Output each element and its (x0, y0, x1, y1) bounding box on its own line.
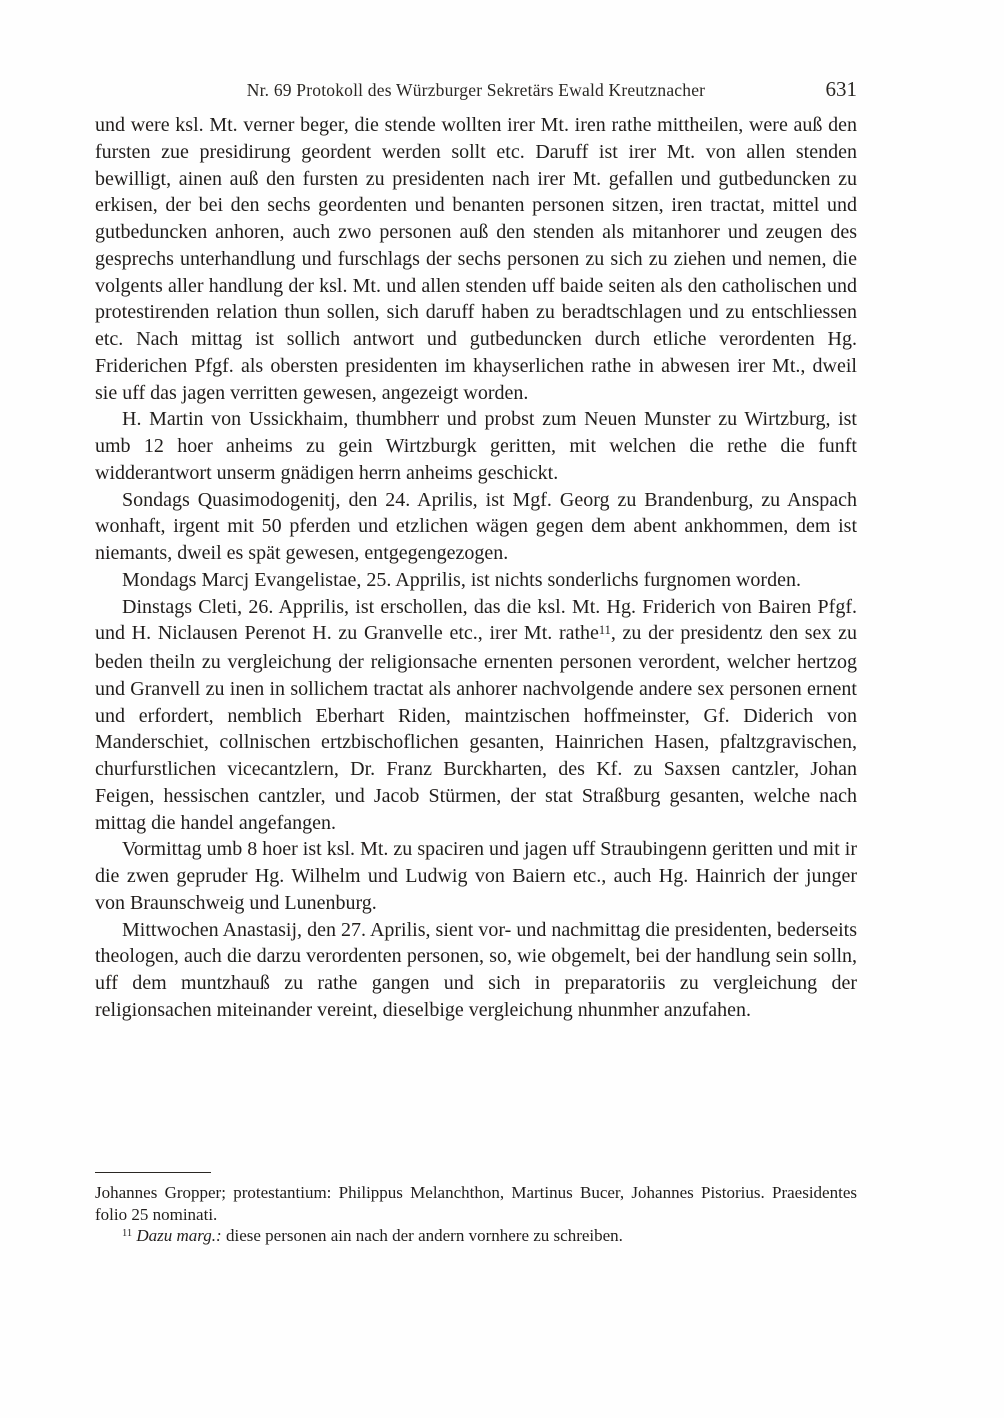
paragraph: H. Martin von Ussickhaim, thumbherr und probst zum Neuen Munster zu Wirtzburg, ist umb 12 hoer anheims zu gein Wirtzburgk geritten, mit welchen die rethe die funft widderantwort unserm gnädigen herrn anheims geschickt. (95, 408, 857, 484)
page-number: 631 (825, 77, 857, 101)
paragraph: Mondags Marcj Evangelistae, 25. Apprilis, ist nichts sonderlichs furgnomen worden. (122, 568, 801, 591)
footnote-label: Dazu marg.: (136, 1226, 222, 1245)
running-head (95, 77, 857, 104)
paragraph-text: , zu der presidentz den sex zu beden theiln zu vergleichung der religionsache ernenten personen verordent, welcher hertzog und Granvell zu inen in sollichem tractat als anhorer nachvolgende andere sex personen ernent und erfordert, nemblich Eberhart Riden, maintzischen hoffmeinster, Gf. Diderich von Manderschiet, collnischen ertzbischoflichen gesanten, Hainrichen Hasen, pfaltzgravischen, churfurstlichen vicecantzlern, Dr. Franz Burckharten, des Kf. zu Saxsen cantzler, Johan Feigen, hessischen cantzler, und Jacob Stürmen, der stat Straßburg gesanten, welche nach mittag die handel angefangen. (95, 622, 857, 834)
footnote-number: 11 (122, 1228, 133, 1240)
paragraph: Mittwochen Anastasij, den 27. Aprilis, sient vor- und nachmittag die presidenten, bederseits theologen, auch die darzu verordenten personen, so, wie obgemelt, bei der handlung sein solln, uff dem muntzhauß zu rathe gangen und sich in preparatoriis zu vergleichung der religionsachen miteinander vereint, dieselbige vergleichung nhunmher anzufahen. (95, 918, 857, 1021)
paragraph-with-footnote-ref (95, 594, 857, 837)
main-text-block (95, 112, 857, 1024)
footnotes (95, 1182, 857, 1250)
footnote-11 (95, 1225, 857, 1250)
footnote-block (95, 1172, 857, 1250)
paragraph: Vormittag umb 8 hoer ist ksl. Mt. zu spaciren und jagen uff Straubingenn geritten und mit ir die zwen gepruder Hg. Wilhelm und Ludwig von Baiern etc., auch Hg. Hainrich der junger von Braunschweig und Lunenburg. (95, 838, 857, 914)
footnote-text: diese personen ain nach der andern vornhere zu schreiben. (225, 1226, 623, 1245)
running-head-title: Nr. 69 Protokoll des Würzburger Sekretärs Ewald Kreutznacher (246, 80, 706, 100)
paragraph-continuation: und were ksl. Mt. verner beger, die stende wollten irer Mt. iren rathe mittheilen, were auß den fursten zue presidirung geordent werden sollt etc. Daruff ist irer Mt. von allen stenden bewilligt, ainen auß den fursten zu presidenten nach irer Mt. gefallen und gutbeduncken zu erkisen, der bei den sechs geordenten und benanten personen sitzen, iren tractat, mittel und gutbeduncken anhoren, auch zwo personen auß den stenden als mitanhorer und zeugen des gesprechs unterhandlung und furschlags der sechs personen zu sich zu ziehen und nemen, die volgents aller handlung der ksl. Mt. und allen stenden uff baide seiten als den catholischen und protestirenden relation thun sollen, sich daruff haben zu beradtschlagen und zu entschliessen etc. Nach mittag ist sollich antwort und gutbeduncken durch etliche verordenten Hg. Friderichen Pfgf. als obersten presidenten im khayserlichen rathe in abwesen irer Mt., dweil sie uff das jagen verritten gewesen, angezeigt worden. (95, 114, 857, 404)
footnote-continuation: Johannes Gropper; protestantium: Philippus Melanchthon, Martinus Bucer, Johannes Pistorius. Praesidentes folio 25 nominati. (95, 1183, 857, 1224)
paragraph: Sondags Quasimodogenitj, den 24. Aprilis, ist Mgf. Georg zu Brandenburg, zu Anspach wonhaft, irgent mit 50 pferden und etzlichen wägen gegen dem abent ankhommen, dem ist niemants, dweil es spät gewesen, entgegengezogen. (95, 488, 857, 564)
paragraph-text: Dinstags Cleti, 26. Apprilis, ist erschollen, das die ksl. Mt. Hg. Friderich von Bairen Pfgf. und H. Niclausen Perenot H. zu Granvelle etc., irer Mt. rathe (95, 595, 857, 645)
footnote-reference: 11 (598, 622, 611, 637)
footnote-separator-rule (95, 1172, 211, 1173)
